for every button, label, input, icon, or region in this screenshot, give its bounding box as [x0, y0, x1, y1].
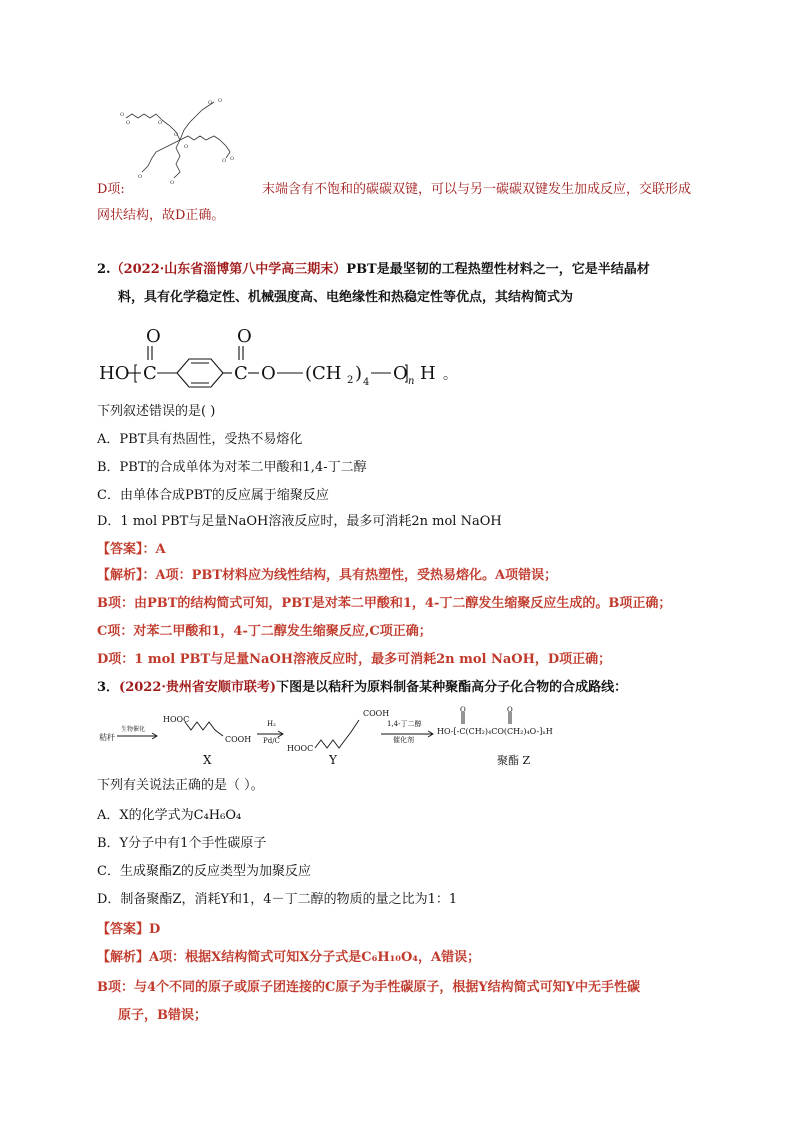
formula-n: n — [408, 376, 415, 387]
formula-sub4: 4 — [363, 377, 370, 388]
scheme-y-label: Y — [329, 753, 337, 767]
scheme-y-top: COOH — [363, 709, 390, 718]
formula-h: H — [420, 363, 436, 384]
q3-stem-text: 下图是以秸秆为原料制备某种聚酯高分子化合物的合成路线： — [276, 680, 628, 695]
formula-o: O — [261, 363, 276, 384]
q2-answer-label: 【答案】： — [97, 542, 156, 557]
q2-answer-value: A — [155, 542, 166, 557]
q2-analysis-c: C项：对苯二甲酸和1，4-丁二醇发生缩聚反应,C项正确； — [97, 624, 432, 639]
q1-d-label: D项: — [97, 182, 125, 197]
scheme-x-label: X — [203, 753, 212, 767]
formula-ch2: (CH — [305, 363, 342, 384]
q2-option-b: B．PBT的合成单体为对苯二甲酸和1,4-丁二醇 — [97, 460, 367, 475]
q2-answer — [97, 540, 166, 560]
q3-answer-label: 【答案】 — [97, 922, 150, 937]
q2-option-d: D．1 mol PBT与足量NaOH溶液反应时，最多可消耗2n mol NaOH — [97, 514, 502, 529]
formula-ho: HO — [99, 363, 130, 384]
scheme-y-bot: HOOC — [287, 744, 314, 753]
svg-text:O: O — [222, 158, 227, 164]
q2-analysis-d: D项：1 mol PBT与足量NaOH溶液反应时，最多可消耗2n mol NaOH，D项正确； — [97, 652, 612, 667]
svg-text:O: O — [184, 144, 189, 150]
svg-text:O: O — [460, 706, 466, 714]
scheme-z-formula: HO-[-C(CH₂)₄CO(CH₂)₄O-]ₙH — [437, 727, 553, 736]
svg-text:O: O — [230, 156, 235, 162]
scheme-reagent: 1,4-丁二醇 — [387, 720, 422, 728]
scheme-h2: H₂ — [267, 720, 276, 728]
q3-option-c: C．生成聚酯Z的反应类型为加聚反应 — [97, 864, 311, 879]
q2-source: （2022·山东省淄博第八中学高三期末） — [110, 262, 347, 277]
q3-answer-value: D — [149, 922, 161, 937]
formula-o-top1: O — [146, 326, 161, 347]
q2-analysis-b: B项：由PBT的结构简式可知，PBT是对苯二甲酸和1，4-丁二醇发生缩聚反应生成的。B项正确； — [97, 596, 672, 611]
scheme-start: 秸秆 — [99, 733, 115, 742]
formula-c1: C — [143, 363, 157, 384]
q3-stem — [97, 678, 627, 698]
q3-analysis-a: A项：根据X结构简式可知X分子式是C₆H₁₀O₄，A错误； — [149, 950, 481, 965]
q2-stem1: PBT是最坚韧的工程热塑性材料之一，它是半结晶材 — [346, 262, 650, 277]
q2-option-a: A．PBT具有热固性，受热不易熔化 — [97, 432, 303, 447]
formula-o-top2: O — [237, 326, 252, 347]
q1-d-line2: 网状结构，故D正确。 — [97, 208, 225, 223]
formula-end: 。 — [443, 367, 457, 383]
q3-source: (2022·贵州省安顺市联考) — [119, 680, 277, 695]
q2-question: 下列叙述错误的是( ) — [97, 404, 216, 419]
q3-question: 下列有关说法正确的是（ ）。 — [97, 778, 264, 793]
q2-stem-line1 — [97, 260, 650, 280]
q3-number: 3． — [97, 680, 120, 695]
q3-option-a: A．X的化学式为C₄H₆O₄ — [97, 808, 242, 823]
q3-option-d: D．制备聚酯Z，消耗Y和1，4－丁二醇的物质的量之比为1：1 — [97, 892, 458, 907]
svg-text:O: O — [158, 120, 163, 126]
q3-analysis-1 — [97, 948, 480, 968]
svg-text:O: O — [120, 112, 125, 118]
q2-analysis-label: 【解析】： — [97, 568, 156, 583]
q2-number: 2. — [97, 262, 111, 277]
scheme-pdc: Pd/C — [263, 737, 280, 745]
svg-text:O: O — [218, 98, 223, 104]
svg-text:O: O — [126, 120, 131, 126]
svg-text:O: O — [174, 132, 179, 138]
synthesis-route-scheme — [97, 706, 697, 770]
q2-option-c: C．由单体合成PBT的反应属于缩聚反应 — [97, 488, 329, 503]
scheme-cat: 催化剂 — [393, 736, 414, 744]
svg-text:O: O — [208, 100, 213, 106]
formula-c2: C — [234, 363, 248, 384]
formula-close: ) — [355, 363, 363, 384]
svg-text:O: O — [170, 180, 175, 186]
q1-d-line1: 末端含有不饱和的碳碳双键，可以与另一碳碳双键发生加成反应，交联形成 — [262, 182, 692, 197]
q3-analysis-b: B项：与4个不同的原子或原子团连接的C原子为手性碳原子，根据Y结构简式可知Y中无手性碳 — [97, 980, 640, 995]
scheme-x-bot: COOH — [225, 735, 252, 744]
scheme-x-top: HOOC — [163, 715, 190, 724]
formula-sub2: 2 — [347, 375, 354, 386]
q3-answer — [97, 920, 160, 940]
q3-analysis-label: 【解析】 — [97, 950, 150, 965]
svg-text:O: O — [138, 174, 143, 180]
pbt-structure-formula — [97, 322, 477, 394]
crosslinked-molecule-figure — [118, 96, 248, 186]
q2-stem-line2: 料，具有化学稳定性、机械强度高、电绝缘性和热稳定性等优点，其结构简式为 — [118, 290, 574, 305]
svg-text:O: O — [507, 706, 513, 714]
q3-analysis-b-cont: 原子，B错误； — [118, 1008, 207, 1023]
q2-analysis-1 — [97, 566, 557, 586]
scheme-arrow1-label: 生物催化 — [121, 726, 146, 733]
q3-option-b: B．Y分子中有1个手性碳原子 — [97, 836, 267, 851]
scheme-z-label: 聚酯 Z — [497, 754, 531, 767]
formula-o2: O — [393, 363, 408, 384]
q2-analysis-a: A项：PBT材料应为线性结构，具有热塑性，受热易熔化。A项错误； — [155, 568, 558, 583]
